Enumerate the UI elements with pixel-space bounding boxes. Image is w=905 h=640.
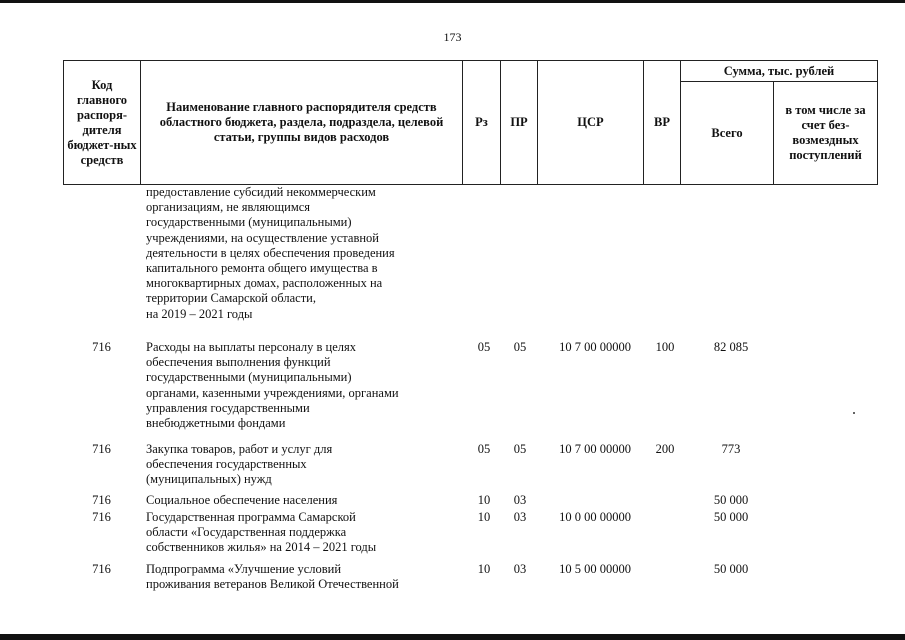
row-total: 50 000 (713, 510, 749, 524)
row-csr: 10 5 00 00000 (559, 562, 631, 576)
row-code: 716 (92, 493, 111, 507)
header-pr: ПР (501, 61, 538, 185)
header-csr: ЦСР (538, 61, 644, 185)
row-name: Подпрограмма «Улучшение условий проживания ветеранов Великой Отечественной (146, 562, 399, 592)
row-rz: 05 (477, 340, 491, 354)
page-number: 173 (443, 30, 462, 44)
row-pr: 03 (513, 562, 527, 576)
header-name: Наименование главного распорядителя средств областного бюджета, раздела, подраздела, целевой статьи, группы видов расходов (141, 61, 463, 185)
row-name: предоставление субсидий некоммерческим организациям, не являющимся государственными (муниципальными) учреждениями, на осуществление уставной деятельности в целях обеспечения проведения капитального ремонта общего имущества в многоквартирных домах, расположенных на территории Самарской области, на 2019 – 2021 годы (146, 185, 395, 321)
row-name: Закупка товаров, работ и услуг для обеспечения государственных (муниципальных) нужд (146, 442, 333, 487)
row-name: Социальное обеспечение населения (146, 493, 338, 507)
header-code: Код главного распоря-дителя бюджет-ных средств (64, 61, 141, 185)
row-pr: 03 (513, 510, 527, 524)
top-scan-border (0, 0, 905, 3)
row-code: 716 (92, 562, 111, 576)
row-vr: 200 (655, 442, 675, 456)
row-rz: 05 (477, 442, 491, 456)
bottom-scan-border (0, 634, 905, 640)
row-pr: 05 (513, 340, 527, 354)
table-header (63, 60, 878, 185)
scan-speck (853, 412, 855, 414)
header-total: Всего (681, 82, 774, 185)
row-pr: 05 (513, 442, 527, 456)
row-pr: 03 (513, 493, 527, 507)
row-rz: 10 (477, 562, 491, 576)
row-csr: 10 7 00 00000 (559, 442, 631, 456)
header-vr: ВР (644, 61, 681, 185)
row-rz: 10 (477, 493, 491, 507)
header-incl-free: в том числе за счет без-возмездных поступлений (774, 82, 878, 185)
row-vr: 100 (655, 340, 675, 354)
row-code: 716 (92, 442, 111, 456)
row-code: 716 (92, 340, 111, 354)
row-code: 716 (92, 510, 111, 524)
row-total: 50 000 (713, 562, 749, 576)
row-csr: 10 0 00 00000 (559, 510, 631, 524)
row-name: Расходы на выплаты персоналу в целях обеспечения выполнения функций государственными (муниципальными) органами, казенными учреждениями, органами управления государственными внебюджетными фондами (146, 340, 399, 431)
row-csr: 10 7 00 00000 (559, 340, 631, 354)
row-total: 50 000 (713, 493, 749, 507)
row-rz: 10 (477, 510, 491, 524)
header-sum-group: Сумма, тыс. рублей (681, 61, 878, 82)
row-total: 773 (721, 442, 741, 456)
header-rz: Рз (463, 61, 501, 185)
row-name: Государственная программа Самарской области «Государственная поддержка собственников жилья» на 2014 – 2021 годы (146, 510, 377, 555)
row-total: 82 085 (713, 340, 749, 354)
